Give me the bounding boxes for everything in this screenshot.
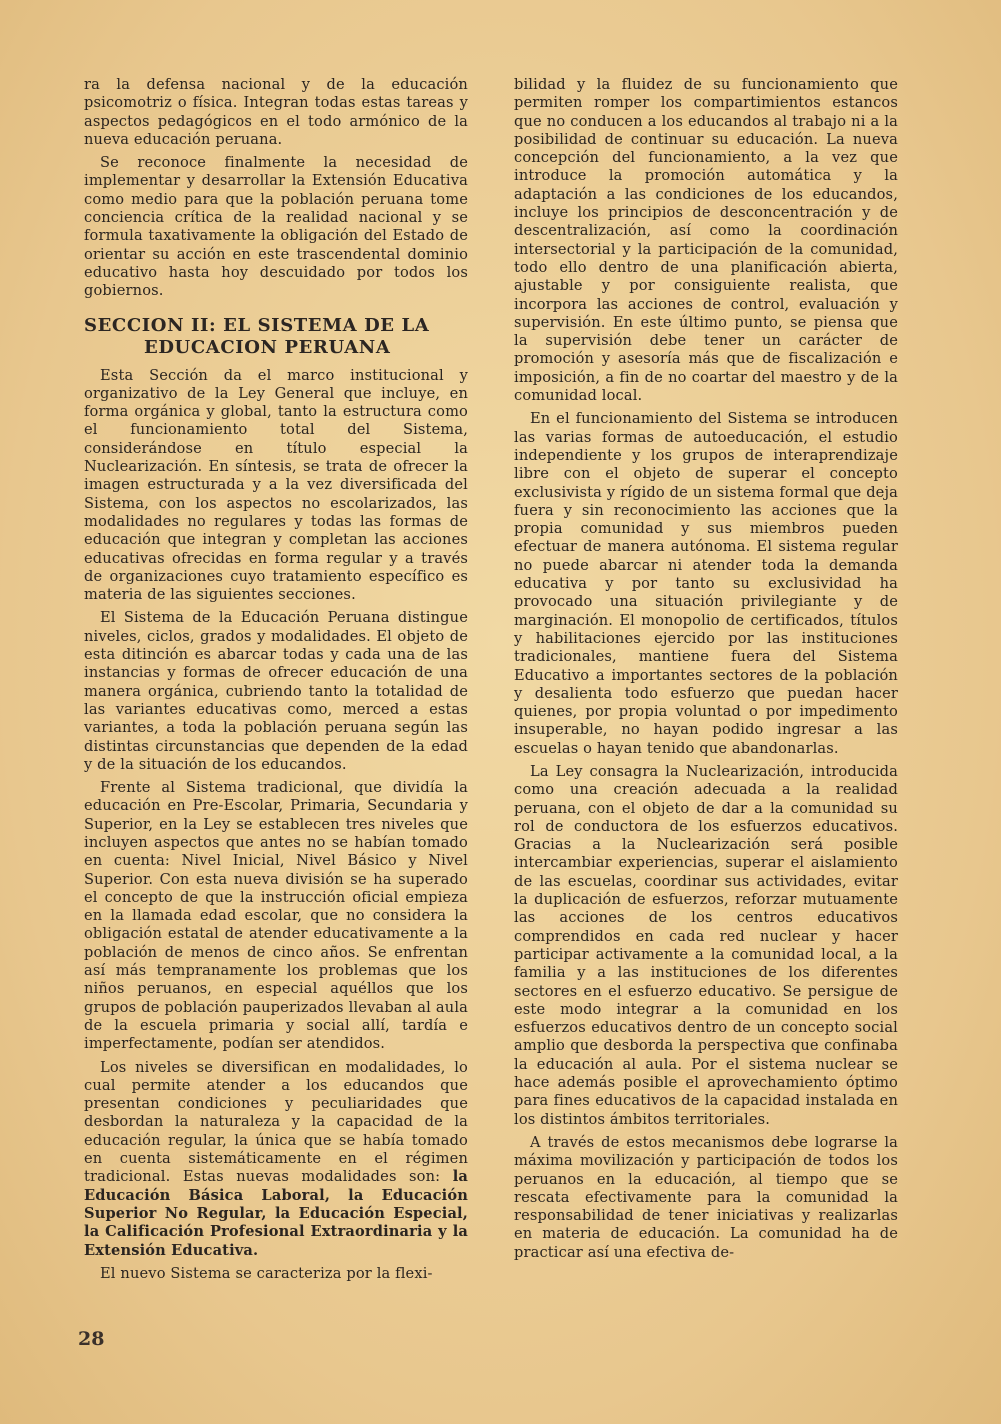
- paragraph: bilidad y la fluidez de su funcionamiento que permiten romper los compartimientos estancos que no conducen a los educandos al trabajo ni a la posibilidad de continuar su educación. La nueva concepción del funcionamiento, a la vez que introduce la promoción automática y la adaptación a las condiciones de los educandos, incluye los principios de desconcentración y de descentralización, así como la coordinación intersectorial y la participación de la comunidad, todo ello dentro de una planificación abierta, ajustable y por consiguiente realista, que incorpora las acciones de control, evaluación y supervisión. En este último punto, se piensa que la supervisión debe tener un carácter de promoción y asesoría más que de fiscalización e imposición, a fin de no coartar del maestro y de la comunidad local.: [514, 76, 898, 405]
- right-column: [514, 76, 898, 1267]
- paragraph: Esta Sección da el marco institucional y organizativo de la Ley General que incluye, en forma orgánica y global, tanto la estructura como el funcionamiento total del Sistema, considerándose en título especial la Nuclearización. En síntesis, se trata de ofrecer la imagen estructurada y a la vez diversificada del Sistema, con los aspectos no escolarizados, las modalidades no regulares y todas las formas de educación que integran y completan las acciones educativas ofrecidas en forma regular y a través de organizaciones cuyo tratamiento específico es materia de las siguientes secciones.: [84, 366, 468, 604]
- paragraph: [84, 1059, 468, 1260]
- paragraph: ra la defensa nacional y de la educación psicomotriz o física. Integran todas estas tareas y aspectos pedagógicos en el todo armónico de la nueva educación peruana.: [84, 76, 468, 148]
- paragraph: El Sistema de la Educación Peruana distingue niveles, ciclos, grados y modalidades. El objeto de esta ditinción es abarcar todas y cada una de las instancias y formas de ofrecer educación de una manera orgánica, cubriendo tanto la totalidad de las variantes educativas como, merced a estas variantes, a toda la población peruana según las distintas circunstancias que dependen de la edad y de la situación de los educandos.: [84, 609, 468, 773]
- section-heading-line: EDUCACION PERUANA: [144, 336, 391, 358]
- paragraph-text: Los niveles se diversifican en modalidades, lo cual permite atender a los educandos que presentan condiciones y peculiaridades que desbordan la naturaleza y la capacidad de la educación regular, la única que se había tomado en cuenta sistemáticamente en el régimen tradicional. Estas nuevas modalidades son:: [84, 1058, 468, 1186]
- page-number: 28: [78, 1328, 105, 1350]
- paragraph: A través de estos mecanismos debe lograrse la máxima movilización y participación de todos los peruanos en la educación, al tiempo que se rescata efectivamente para la comunidad la responsabilidad de tener iniciativas y realizarlas en materia de educación. La comunidad ha de practicar así una efectiva de-: [514, 1133, 898, 1261]
- paragraph: Se reconoce finalmente la necesidad de implementar y desarrollar la Extensión Educativa como medio para que la población peruana tome conciencia crítica de la realidad nacional y se formula taxativamente la obligación del Estado de orientar su acción en este trascendental dominio educativo hasta hoy descuidado por todos los gobiernos.: [84, 154, 468, 300]
- paragraph: Frente al Sistema tradicional, que dividía la educación en Pre-Escolar, Primaria, Secundaria y Superior, en la Ley se establecen tres niveles que incluyen aspectos que antes no se habían tomado en cuenta: Nivel Inicial, Nivel Básico y Nivel Superior. Con esta nueva división se ha superado el concepto de que la instrucción oficial empieza en la llamada edad escolar, que no considera la obligación estatal de atender educativamente a la población de menos de cinco años. Se enfrentan así más tempranamente los problemas que los niños peruanos, en especial aquéllos que los grupos de población pauperizados llevaban al aula de la escuela primaria y social allí, tardía e imperfectamente, podían ser atendidos.: [84, 779, 468, 1053]
- paragraph: En el funcionamiento del Sistema se introducen las varias formas de autoeducación, el estudio independiente y los grupos de interaprendizaje libre con el objeto de superar el concepto exclusivista y rígido de un sistema formal que deja fuera y sin reconocimiento las acciones que la propia comunidad y sus miembros pueden efectuar de manera autónoma. El sistema regular no puede abarcar ni atender toda la demanda educativa y por tanto su exclusividad ha provocado una situación privilegiante y de marginación. El monopolio de certificados, títulos y habilitaciones ejercido por las instituciones tradicionales, mantiene fuera del Sistema Educativo a importantes sectores de la población y desalienta todo esfuerzo que puedan hacer quienes, por propia voluntad o por impedimento insuperable, no hayan podido ingresar a las escuelas o hayan tenido que abandonarlas.: [514, 410, 898, 757]
- left-column: [84, 76, 468, 1288]
- section-heading-line: SECCION II: EL SISTEMA DE LA: [84, 314, 430, 336]
- section-heading: [84, 315, 468, 359]
- paragraph: El nuevo Sistema se caracteriza por la flexi-: [100, 1264, 433, 1282]
- paragraph: La Ley consagra la Nuclearización, introducida como una creación adecuada a la realidad peruana, con el objeto de dar a la comunidad su rol de conductora de los esfuerzos educativos. Gracias a la Nuclearización será posible intercambiar experiencias, superar el aislamiento de las escuelas, coordinar sus actividades, evitar la duplicación de esfuerzos, reforzar mutuamente las acciones de los centros educativos comprendidos en cada red nuclear y hacer participar activamente a la comunidad local, a la familia y a las instituciones de los diferentes sectores en el esfuerzo educativo. Se persigue de este modo integrar a la comunidad en los esfuerzos educativos dentro de un concepto social amplio que desborda la perspectiva que confinaba la educación al aula. Por el sistema nuclear se hace además posible el aprovechamiento óptimo para fines educativos de la capacidad instalada en los distintos ámbitos territoriales.: [514, 762, 898, 1128]
- paragraph-bold-text: la Educación Básica Laboral, la Educación Superior No Regular, la Educación Especial, la Calificación Profesional Extraordinaria y la Extensión Educativa.: [84, 1168, 468, 1259]
